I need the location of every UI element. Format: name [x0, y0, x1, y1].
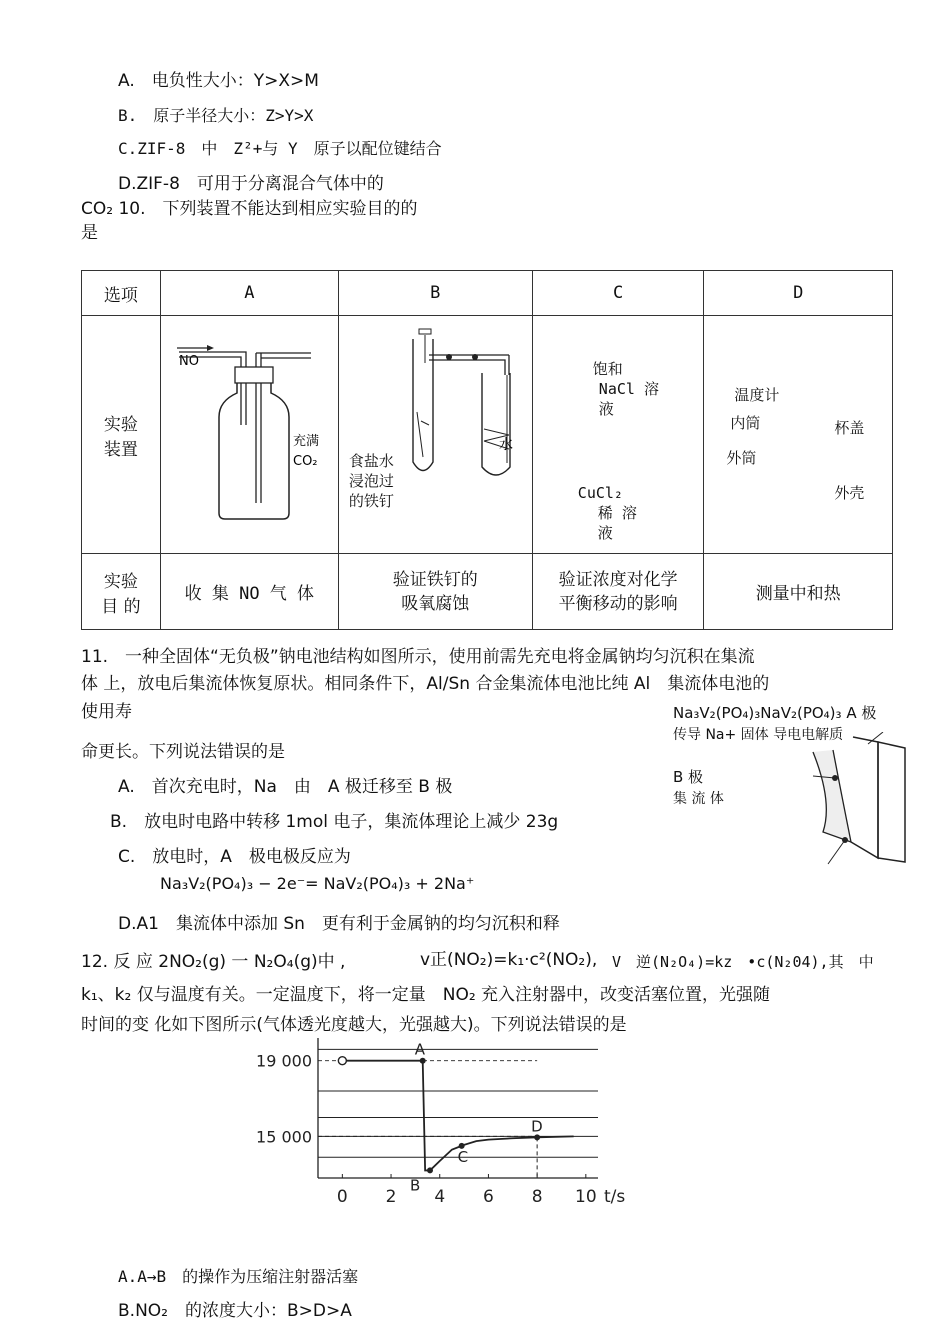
header-d: D [704, 271, 893, 316]
outer-tube-label: 外筒 [726, 448, 757, 467]
gas-bottle-figure [161, 317, 338, 553]
light-intensity-chart [240, 1030, 640, 1215]
battery-figure [673, 702, 933, 882]
collector-label: 集 流 体 [673, 791, 724, 807]
shell-label: 外壳 [834, 483, 865, 502]
q11-stem-line1: 11. 一种全固体“无负极”钠电池结构如图所示，使用前需先充电将金属钠均匀沉积在集流 [81, 647, 755, 667]
figure-d-cell [704, 316, 893, 554]
point-b [427, 1167, 433, 1173]
y-tick-label: 15 000 [256, 1127, 312, 1147]
q12-option-a: A.A→B 的操作为压缩注射器活塞 [118, 1267, 359, 1286]
thermometer-label: 温度计 [734, 385, 780, 404]
q9-option-a: A. 电负性大小：Y>X>M [118, 71, 319, 91]
figure-c-cell [532, 316, 704, 554]
header-a: A [160, 271, 338, 316]
x-tick-label: 4 [434, 1187, 446, 1207]
iron-nail-drawing [339, 317, 531, 553]
q11-stem-line4: 命更长。下列说法错误的是 [81, 742, 285, 762]
q11-option-b: B. 放电时电路中转移 1mol 电子，集流体理论上减少 23g [110, 812, 559, 832]
q11-option-c: C. 放电时，A 极电极反应为 [118, 847, 351, 867]
purpose-b: 验证铁钉的 吸氧腐蚀 [338, 554, 532, 630]
purpose-a: 收 集 NO 气 体 [160, 554, 338, 630]
device-row [82, 316, 893, 554]
purpose-c: 验证浓度对化学 平衡移动的影响 [532, 554, 704, 630]
figure-b-cell [338, 316, 532, 554]
fill-label-2: CO₂ [293, 453, 318, 469]
x-tick-label: 10 [575, 1187, 597, 1207]
q12-stem-line2: k₁、k₂ 仅与温度有关。一定温度下，将一定量 NO₂ 充入注射器中，改变活塞位置，光强随 [81, 985, 771, 1005]
x-tick-label: 2 [385, 1187, 397, 1207]
point-label-c: C [457, 1147, 469, 1166]
q12-stem-line3: 时间的变 化如下图所示(气体透光度越大，光强越大)。下列说法错误的是 [81, 1015, 627, 1035]
x-tick-label: 0 [336, 1187, 348, 1207]
q12-rate-forward: v正(NO₂)=k₁·c²(NO₂), [420, 950, 598, 970]
q11-stem-line2: 体 上，放电后集流体恢复原状。相同条件下，Al/Sn 合金集流体电池比纯 Al 集流体电池的 [81, 674, 770, 694]
salt-water-nail-label: 食盐水 浸泡过 的铁钉 [348, 451, 394, 510]
point-label-b: B [410, 1176, 421, 1195]
start-point [338, 1057, 346, 1065]
purpose-row [82, 554, 893, 630]
q12-rate-reverse: V 逆(N₂O₄)=kz •c(N₂04),其 中 [612, 953, 874, 971]
header-b: B [338, 271, 532, 316]
figure-a-cell [160, 316, 338, 554]
battery-drawing [773, 732, 923, 880]
table-header-row [82, 271, 893, 316]
gas-bottle-drawing [161, 317, 337, 553]
q11-option-a: A. 首次充电时，Na 由 A 极迁移至 B 极 [118, 777, 453, 797]
iron-nail-figure [339, 317, 532, 553]
nacl-label: 饱和 NaCl 溶 液 [592, 359, 659, 418]
row-label-device: 实验 装置 [82, 316, 161, 554]
purpose-d: 测量中和热 [704, 554, 893, 630]
cucl2-label: CuCl₂ 稀 溶 液 [577, 483, 637, 542]
q9-option-d: D.ZIF-8 可用于分离混合气体中的 [118, 174, 384, 194]
q11-option-d: D.A1 集流体中添加 Sn 更有利于金属钠的均匀沉积和释 [118, 914, 560, 934]
battery-sub-label: 传导 Na+ 固体 导电电解质 [673, 727, 844, 743]
point-label-a: A [414, 1040, 425, 1059]
concentration-figure [533, 317, 704, 553]
b-pole-label: B 极 [673, 768, 704, 786]
y-tick-label: 19 000 [256, 1051, 312, 1071]
fill-label-1: 充满 [293, 433, 320, 449]
x-tick-label: 8 [531, 1187, 543, 1207]
q10-stem-line2: 是 [81, 223, 98, 243]
q12-stem-line1a: 12. 反 应 2NO₂(g) 一 N₂O₄(g)中 , [81, 952, 346, 972]
lid-label: 杯盖 [834, 418, 865, 437]
q10-stem-line1: CO₂ 10. 下列装置不能达到相应实验目的的 [81, 199, 418, 219]
row-label-purpose: 实验 目 的 [82, 554, 161, 630]
calorimeter-figure [704, 317, 892, 553]
q11-stem-line3: 使用寿 [81, 702, 132, 722]
water-label: 水 [499, 436, 514, 453]
battery-top-label: Na₃V₂(PO₄)₃NaV₂(PO₄)₃ A 极 [673, 704, 877, 722]
x-axis-label: t/s [604, 1187, 626, 1207]
q11-equation: Na₃V₂(PO₄)₃ − 2e⁻= NaV₂(PO₄)₃ + 2Na⁺ [160, 874, 475, 893]
q9-option-c: C.ZIF-8 中 Z²+与 Y 原子以配位键结合 [118, 139, 442, 158]
q12-option-b: B.NO₂ 的浓度大小：B>D>A [118, 1301, 352, 1321]
no-label: NO [179, 353, 200, 369]
header-option: 选项 [82, 271, 161, 316]
header-c: C [532, 271, 704, 316]
q9-option-b: B. 原子半径大小：Z>Y>X [118, 106, 314, 125]
x-tick-label: 6 [483, 1187, 494, 1207]
inner-tube-label: 内筒 [730, 413, 761, 432]
point-label-d: D [531, 1117, 543, 1136]
q10-options-table [81, 270, 893, 630]
